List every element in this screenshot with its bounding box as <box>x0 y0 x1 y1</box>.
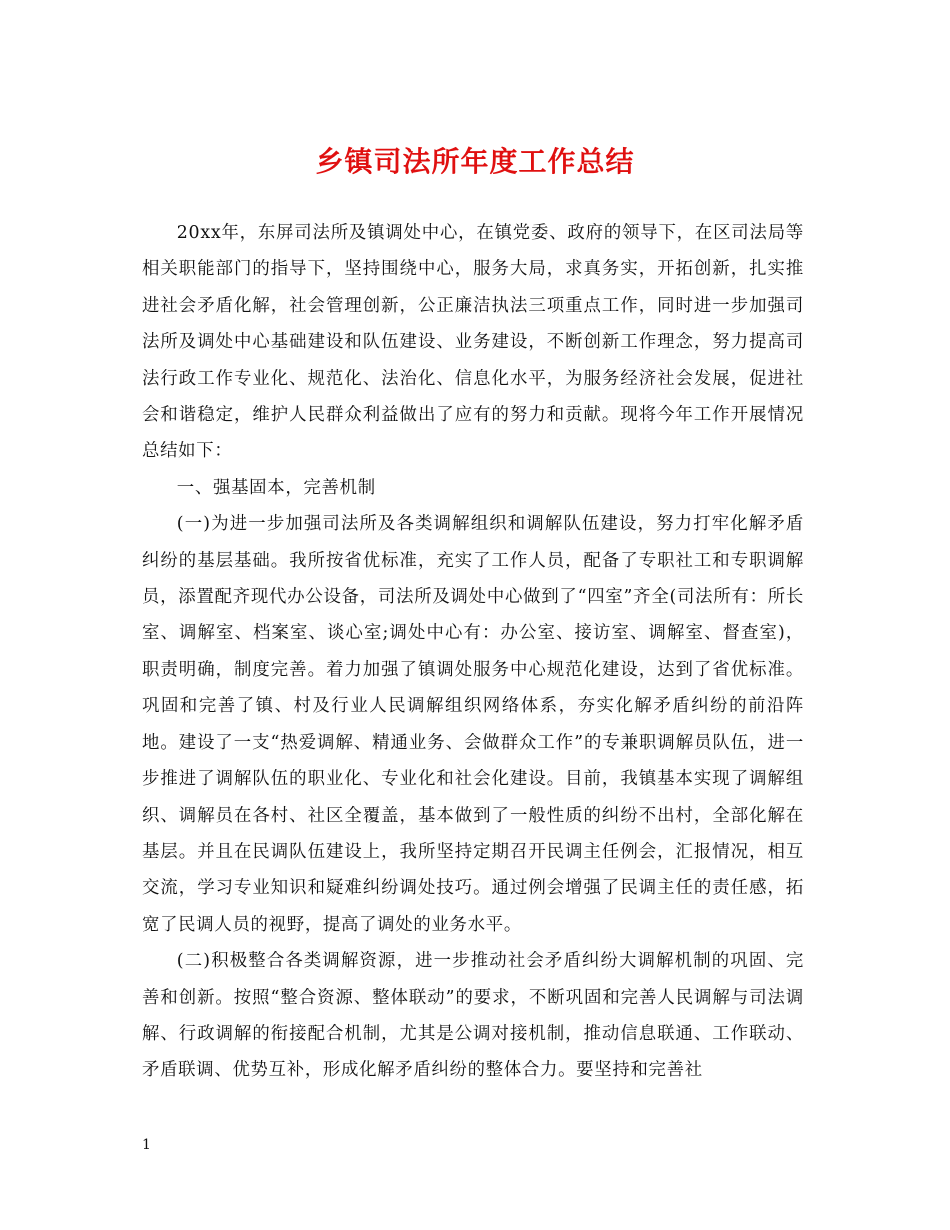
paragraph-intro: 20xx年，东屏司法所及镇调处中心，在镇党委、政府的领导下，在区司法局等相关职能部门的指导下，坚持围绕中心，服务大局，求真务实，开拓创新，扎实推进社会矛盾化解，社会管理创新，公正廉洁执法三项重点工作，同时进一步加强司法所及调处中心基础建设和队伍建设、业务建设，不断创新工作理念，努力提高司法行政工作专业化、规范化、法治化、信息化水平，为服务经济社会发展，促进社会和谐稳定，维护人民群众利益做出了应有的努力和贡献。现将今年工作开展情况总结如下： <box>142 223 804 462</box>
page-number: 1 <box>142 1137 151 1153</box>
section-heading-1: 一、强基固本，完善机制 <box>176 477 376 498</box>
document-title: 乡镇司法所年度工作总结 <box>315 145 635 178</box>
paragraph-subsection-1: (一)为进一步加强司法所及各类调解组织和调解队伍建设，努力打牢化解矛盾纠纷的基层基础。我所按省优标准，充实了工作人员，配备了专职社工和专职调解员，添置配齐现代办公设备，司法所及调处中心做到了“四室”齐全(司法所有：所长室、调解室、档案室、谈心室;调处中心有：办公室、接访室、调解室、督查室)，职责明确，制度完善。着力加强了镇调处服务中心规范化建设，达到了省优标准。巩固和完善了镇、村及行业人民调解组织网络体系，夯实化解矛盾纠纷的前沿阵地。建设了一支“热爱调解、精通业务、会做群众工作”的专兼职调解员队伍，进一步推进了调解队伍的职业化、专业化和社会化建设。目前，我镇基本实现了调解组织、调解员在各村、社区全覆盖，基本做到了一般性质的纠纷不出村，全部化解在基层。并且在民调队伍建设上，我所坚持定期召开民调主任例会，汇报情况，相互交流，学习专业知识和疑难纠纷调处技巧。通过例会增强了民调主任的责任感，拓宽了民调人员的视野，提高了调处的业务水平。 <box>142 514 804 935</box>
paragraph-subsection-2: (二)积极整合各类调解资源，进一步推动社会矛盾纠纷大调解机制的巩固、完善和创新。按照“整合资源、整体联动”的要求，不断巩固和完善人民调解与司法调解、行政调解的衔接配合机制，尤其是公调对接机制，推动信息联通、工作联动、矛盾联调、优势互补，形成化解矛盾纠纷的整体合力。要坚持和完善社 <box>142 951 804 1081</box>
document-body <box>142 215 804 1089</box>
